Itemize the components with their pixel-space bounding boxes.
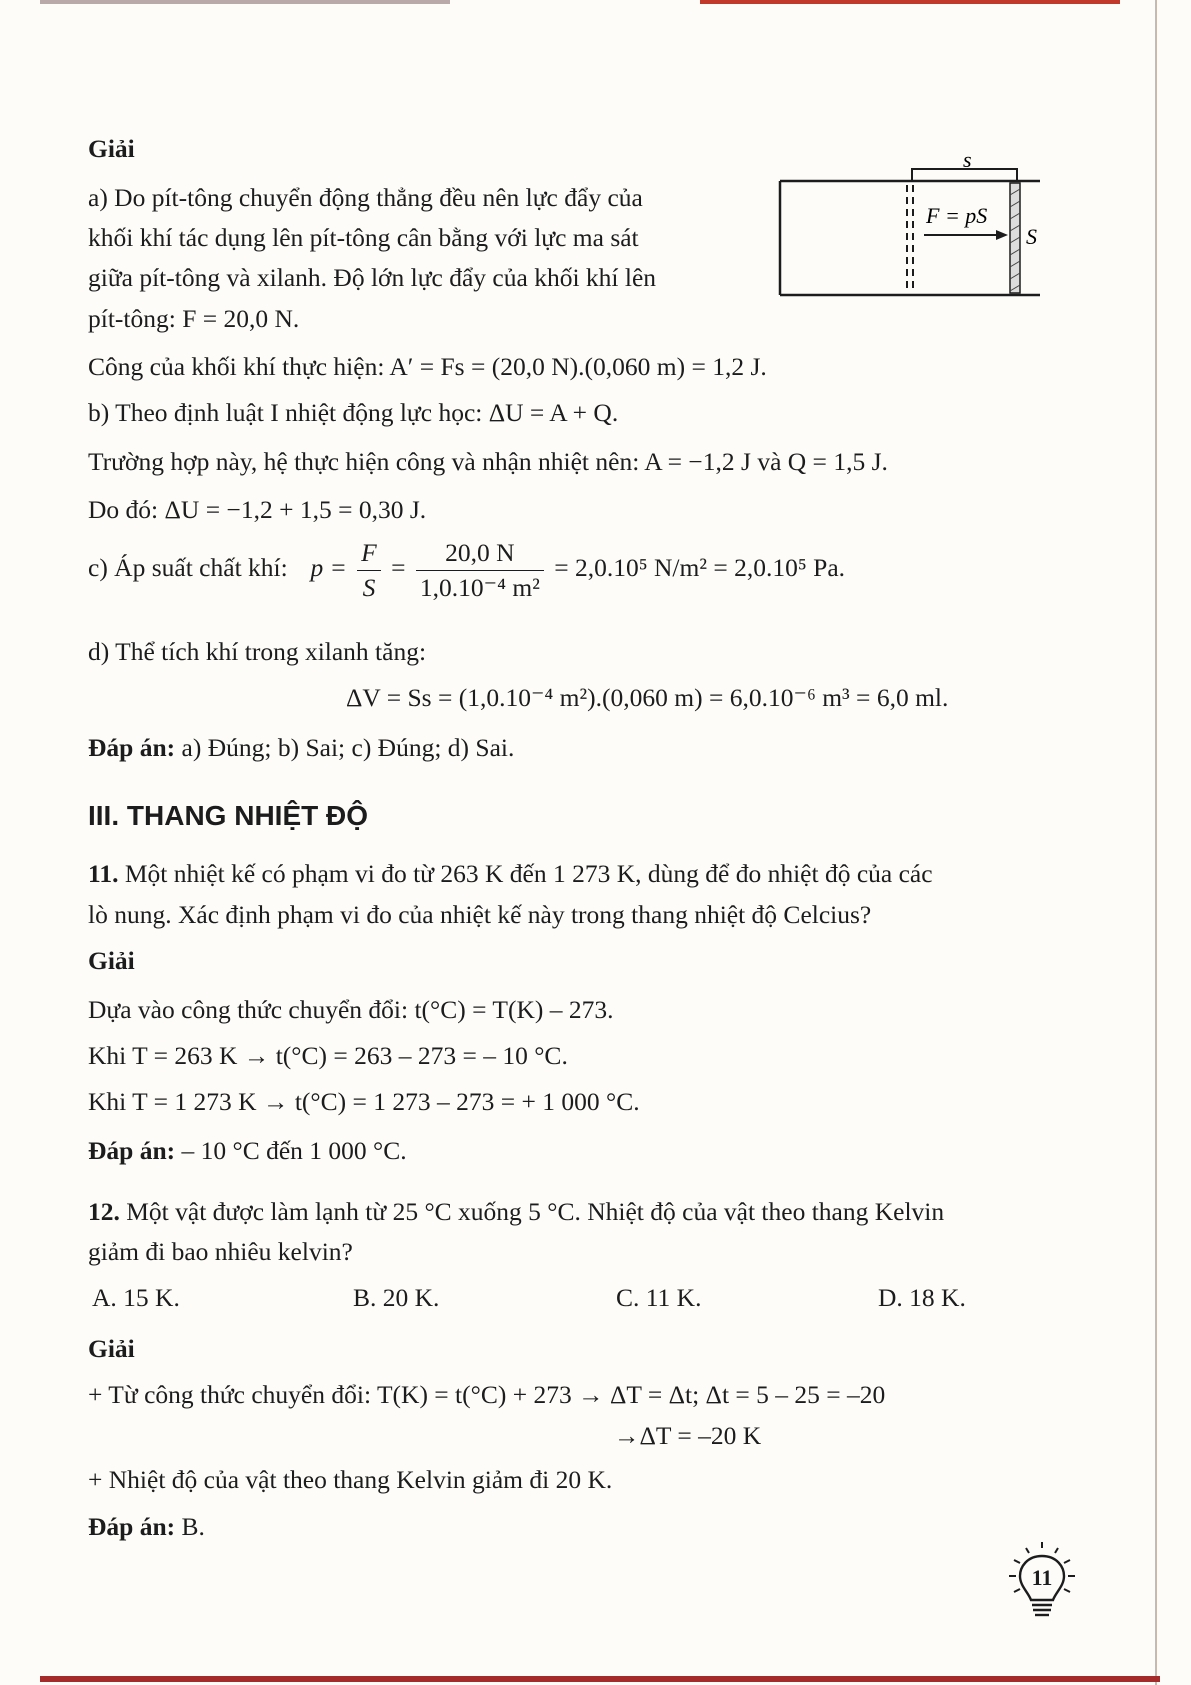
sol-d-line1: d) Thể tích khí trong xilanh tăng: [88, 637, 427, 666]
page-number: 11 [1031, 1565, 1053, 1590]
q12-option-a: A. 15 K. [92, 1283, 180, 1312]
solution-heading: Giải [88, 134, 135, 163]
pressure-symbol: p = [310, 553, 347, 582]
section-title: III. THANG NHIỆT ĐỘ [88, 800, 368, 831]
q12-solution-heading: Giải [88, 1334, 135, 1363]
diagram-label-s: s [963, 147, 972, 172]
fraction-F-over-S: $\frac{F}{S}$ [357, 538, 381, 603]
q12-option-b: B. 20 K. [353, 1283, 440, 1312]
answer-q12: Đáp án: B. [88, 1512, 205, 1541]
bottom-border [40, 1676, 1160, 1682]
force-arrowhead [996, 230, 1008, 240]
top-border-right [700, 0, 1120, 4]
q11-step2: Khi T = 263 K → t(°C) = 263 – 273 = – 10 °C. [88, 1041, 568, 1070]
right-margin-line [1155, 0, 1157, 1685]
sol-b-line2: Trường hợp này, hệ thực hiện công và nhận nhiệt nên: A = −1,2 J và Q = 1,5 J. [88, 447, 888, 476]
q12-line2: giảm đi bao nhiêu kelvin? [88, 1237, 353, 1266]
sol-b-line3: Do đó: ΔU = −1,2 + 1,5 = 0,30 J. [88, 495, 427, 524]
top-border-left [40, 0, 450, 4]
q11-step3: Khi T = 1 273 K → t(°C) = 1 273 – 273 = + 1 000 °C. [88, 1087, 640, 1116]
sol-a-line2: khối khí tác dụng lên pít-tông cân bằng với lực ma sát [88, 223, 639, 252]
q11-solution-heading: Giải [88, 946, 135, 975]
q12-step1: + Từ công thức chuyển đổi: T(K) = t(°C) + 273 → ΔT = Δt; Δt = 5 – 25 = –20 [88, 1380, 886, 1409]
page-number-bulb-icon [1006, 1538, 1078, 1628]
sol-b-line1: b) Theo định luật I nhiệt động lực học: ΔU = A + Q. [88, 398, 619, 427]
q11-line2: lò nung. Xác định phạm vi đo của nhiệt kế này trong thang nhiệt độ Celcius? [88, 900, 872, 929]
sol-c-prefix: c) Áp suất chất khí: [88, 553, 288, 582]
q11-step1: Dựa vào công thức chuyển đổi: t(°C) = T(K) – 273. [88, 995, 614, 1024]
q12-step3: + Nhiệt độ của vật theo thang Kelvin giảm đi 20 K. [88, 1465, 613, 1494]
answer-q10: Đáp án: a) Đúng; b) Sai; c) Đúng; d) Sai. [88, 733, 515, 762]
top-border [0, 0, 1191, 6]
force-label: F = pS [926, 203, 988, 228]
sol-a-line4: pít-tông: F = 20,0 N. [88, 304, 300, 333]
sol-d-line2: ΔV = Ss = (1,0.10⁻⁴ m²).(0,060 m) = 6,0.10⁻⁶ m³ = 6,0 ml. [346, 683, 949, 712]
sol-work: Công của khối khí thực hiện: A′ = Fs = (20,0 N).(0,060 m) = 1,2 J. [88, 352, 767, 381]
q12-option-d: D. 18 K. [878, 1283, 966, 1312]
q12-line1: 12. Một vật được làm lạnh từ 25 °C xuống 5 °C. Nhiệt độ của vật theo thang Kelvin [88, 1197, 945, 1226]
q12-step2: →ΔT = –20 K [614, 1421, 762, 1450]
sol-c-formula: c) Áp suất chất khí: p = $\frac{F}{S}$ = $\frac{20,0 N}{\text{1,0.10⁻⁴ m²}}$ = 2,0.10⁵ N/m² = 2,0.10⁵ Pa. [88, 537, 846, 602]
pressure-result: = 2,0.10⁵ N/m² = 2,0.10⁵ Pa. [554, 553, 846, 582]
answer-q11: Đáp án: – 10 °C đến 1 000 °C. [88, 1136, 407, 1165]
q11-line1: 11. Một nhiệt kế có phạm vi đo từ 263 K đến 1 273 K, dùng để đo nhiệt độ của các [88, 859, 933, 888]
fraction-values: $\frac{20,0 N}{\text{1,0.10⁻⁴ m²}}$ [416, 538, 544, 603]
piston-diagram [772, 145, 1052, 305]
sol-a-line3: giữa pít-tông và xilanh. Độ lớn lực đẩy của khối khí lên [88, 263, 657, 292]
q12-option-c: C. 11 K. [616, 1283, 702, 1312]
sol-a-line1: a) Do pít-tông chuyển động thẳng đều nên lực đẩy của [88, 183, 643, 212]
area-label: S [1026, 224, 1037, 249]
